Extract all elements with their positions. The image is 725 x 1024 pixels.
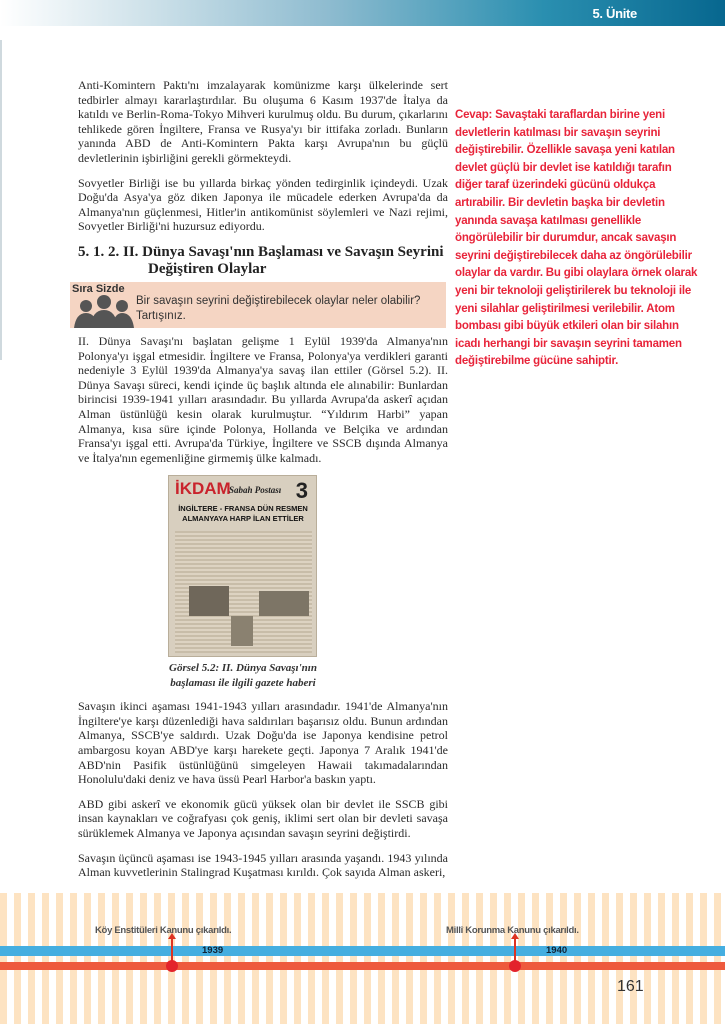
timeline-dot [166, 960, 178, 972]
sira-sizde-box [70, 282, 446, 328]
newspaper-headline: İNGİLTERE - FRANSA DÜN RESMEN [178, 504, 308, 514]
answer-line: seyrini değiştirebilecek daha az öngörülebilir [455, 249, 692, 262]
answer-line: icadı herhangi bir savaşın seyrini tamamen [455, 337, 682, 350]
paragraph: II. Dünya Savaşı'nı başlatan gelişme 1 Eylül 1939'da Almanya'nın Polonya'yı işgal etmesidir. İngiltere ve Fransa, Polonya'ya verdikleri garanti nedeniyle 3 Eylül 1939'da Almanya'ya savaş ilan ettiler (Görsel 5.2). II. Dünya Savaşı süreci, kendi içinde üç başlık altında ele alınabilir: Bunlardan birincisi 1939-1941 yılları arasındadır. Bu yıllarda Avrupa'da askerî açıdan Alman üstünlüğü kesin olarak kurulmuştur. “Yıldırım Harbi” yapan Almanya, kısa süre içinde Polonya, Hollanda ve Belçika ve ardından Fransa'yı işgal etti. Avrupa'da Türkiye, İngiltere ve SSCB dışında Almanya ve İtalya'nın egemenliğine girmemiş ülke kalmadı. [78, 333, 448, 465]
figure-caption [158, 661, 328, 691]
answer-text [455, 107, 723, 371]
margin-line [0, 40, 2, 360]
figure [78, 475, 448, 693]
timeline [0, 893, 725, 1024]
timeline-dot [509, 960, 521, 972]
timeline-event-label: Köy Enstitüleri Kanunu çıkarıldı. [95, 925, 232, 936]
section-heading [78, 244, 448, 278]
section-title-line2: Değiştiren Olaylar [148, 260, 267, 277]
section-title-line1: II. Dünya Savaşı'nın Başlaması ve Savaşın Seyrini [123, 243, 444, 260]
answer-line: yanında savaşa katılması genellikle [455, 214, 642, 227]
answer-line: devlet güçlü bir devlet ise katıldığı tarafın [455, 161, 672, 174]
paragraph: Savaşın ikinci aşaması 1941-1943 yılları arasındadır. 1941'de Almanya'nın İngiltere'ye karşı düzenlediği hava saldırıları başarısız oldu. Bunun ardından Almanya, SSCB'ye saldırdı. Uzak Doğu'da ise Japonya kendisine petrol ambargosu koyan ABD'ye karşı harekete geçti. Japonya 7 Aralık 1941'de ABD'nin Pasifik üstünlüğünü simgeleyen Hawaii takımadalarından Honolulu'daki deniz ve hava üssü Pearl Harbor'a baskın yaptı. [78, 699, 448, 787]
paragraph: ABD gibi askerî ve ekonomik gücü yüksek olan bir devlet ile SSCB gibi insan kaynakları ve coğrafyası çok geniş, iklimi sert olan bir devleti savaşa sürüklemek Almanya ve Japonya açısından savaşın seyrini değiştirdi. [78, 796, 448, 841]
answer-line: diğer taraf üzerindeki gücünü oldukça [455, 179, 656, 192]
timeline-red-bar [0, 962, 725, 970]
timeline-blue-bar [0, 946, 725, 956]
paragraph: Sovyetler Birliği ise bu yıllarda birkaç yönden tedirginlik içindeydi. Uzak Doğu'da Asya'ya göz diken Japonya ile mücadele ederken Avrupa'da da Almanya'nın güçlenmesi, Hitler'in antikomünist söylemleri ve Nazi rejimi, Sovyetler Birliği'ni huzursuz ediyordu. [78, 175, 448, 234]
newspaper-headline: ALMANYAYA HARP İLAN ETTİLER [182, 514, 304, 524]
unit-header-bar [0, 0, 725, 26]
newspaper-subtitle: Sabah Postası [229, 485, 282, 496]
main-column [72, 78, 448, 890]
arrow-up-icon [171, 937, 173, 961]
sira-sizde-label: Sıra Sizde [72, 282, 125, 295]
answer-line: yeni silahlar geliştirilmesi verilebilir. Atom [455, 302, 675, 315]
answer-line: değiştirebilme gücüne sahiptir. [455, 355, 619, 368]
answer-line: Cevap: Savaştaki taraflardan birine yeni [455, 109, 665, 121]
sira-sizde-question: Bir savaşın seyrini değiştirebilecek olaylar neler olabilir? Tartışınız. [136, 294, 421, 322]
newspaper-image: İKDAM Sabah Postası 3 İNGİLTERE - FRANSA DÜN RESMEN ALMANYAYA HARP İLAN ETTİLER [168, 475, 317, 657]
answer-line: artırabilir. Bir devletin başka bir devletin [455, 196, 665, 209]
arrow-up-icon [514, 937, 516, 961]
answer-line: yeni bir teknoloji geliştirilerek bu teknoloji ile [455, 284, 692, 297]
answer-line: değiştirebilir. Özellikle savaşa yeni katılan [455, 144, 675, 157]
section-number: 5. 1. 2. [78, 243, 120, 260]
caption-line: Görsel 5.2: II. Dünya Savaşı'nın [169, 662, 317, 675]
newspaper-name: İKDAM [175, 479, 231, 499]
unit-label: 5. Ünite [592, 6, 637, 21]
timeline-year: 1940 [546, 945, 568, 956]
paragraph: Anti-Komintern Paktı'nı imzalayarak komünizme karşı ülkelerinde sert tedbirler almayı kararlaştırdılar. Bu oluşuma 6 Kasım 1937'de İtalya da katıldı ve Berlin-Roma-Tokyo Mihveri kurulmuş oldu. Bu durum, çıkarlarını tehlikede gören İngiltere, Fransa ve Rusya'yı bir ittifaka zorladı. Bunların yanında ABD de Anti-Komintern Pakta karşı Avrupa'nın bu güçlü devletlerinin işbirliğini gerekli görmekteydi. [78, 78, 448, 165]
page-number: 161 [617, 978, 644, 995]
answer-line: öngörülebilir bir durumdur, ancak savaşın [455, 232, 677, 245]
people-icon [74, 294, 136, 328]
answer-line: bombası gibi büyük etkileri olan bir silahın [455, 320, 679, 333]
caption-line: başlaması ile ilgili gazete haberi [170, 677, 316, 690]
timeline-year: 1939 [202, 945, 224, 956]
answer-line: olaylar da vardır. Bu gibi olaylara örnek olarak [455, 267, 698, 280]
answer-line: devletlerin katılması bir savaşın seyrini [455, 126, 661, 139]
timeline-event-label: Millî Korunma Kanunu çıkarıldı. [446, 925, 579, 936]
paragraph: Savaşın üçüncü aşaması ise 1943-1945 yılları arasında yaşandı. 1943 yılında Alman kuvvetlerinin Stalingrad Kuşatması kırıldı. Çok sayıda Alman askeri, [78, 850, 448, 880]
